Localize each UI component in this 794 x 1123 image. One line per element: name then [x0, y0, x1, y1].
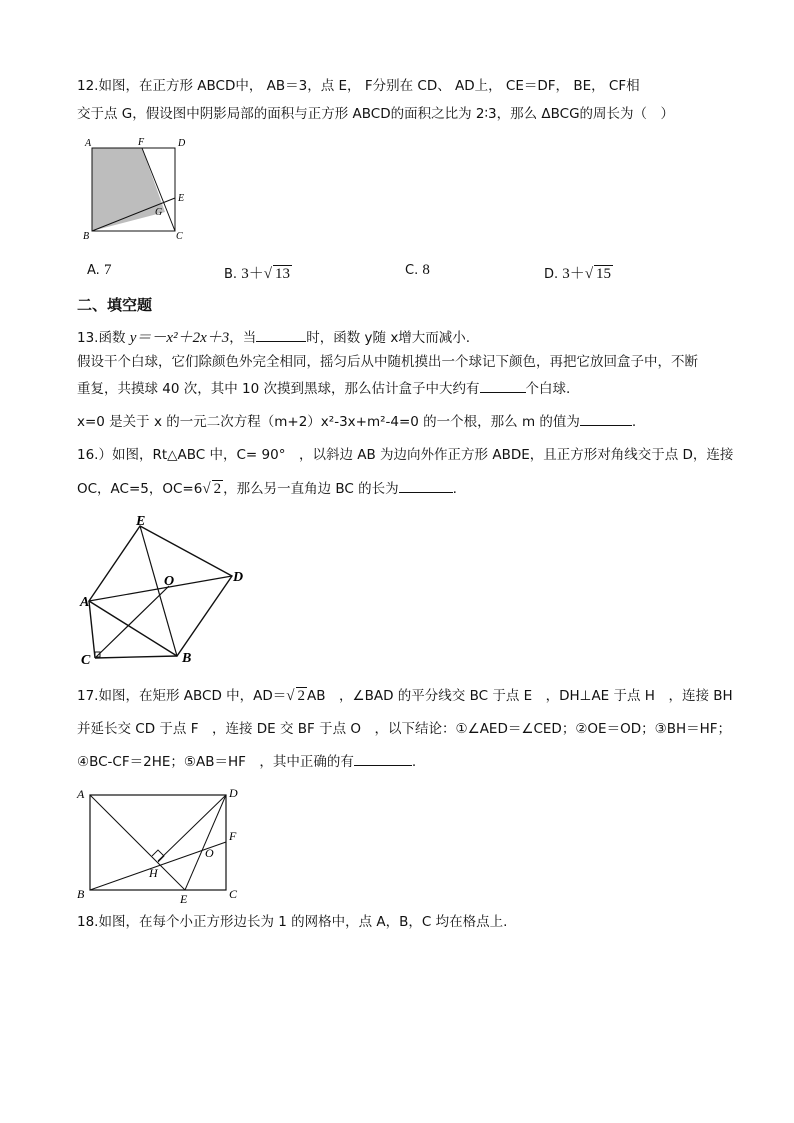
q15-line: x=0 是关于 x 的一元二次方程（m+2）x²-3x+m²-4=0 的一个根，那么 m 的值为 . [77, 411, 636, 432]
q13-line: 13.函数 y＝－x²＋2x＋3，当 时，函数 y随 x增大而减小. [77, 327, 470, 348]
label-C: C [229, 887, 238, 901]
option-c[interactable]: C. 8 [405, 262, 430, 278]
option-b[interactable]: B. 3＋√ 13 [224, 266, 290, 282]
q17-sqrt: 2 [297, 688, 305, 704]
q12-figure [78, 135, 198, 245]
label-G: G [155, 207, 163, 218]
q16-line2: OC，AC=5，OC=6√ 2 ，那么另一直角边 BC 的长为 . [77, 478, 457, 499]
q14-line1: 假设干个白球，它们除颜色外完全相同，摇匀后从中随机摸出一个球记下颜色，再把它放回盒子中，不断 [77, 354, 698, 370]
label-A: A [77, 787, 85, 801]
q13-expression: y＝－x²＋2x＋3 [129, 330, 230, 346]
label-A: A [80, 595, 90, 610]
q16-line1: 16.）如图，Rt△ABC 中，C= 90° ，以斜边 AB 为边向外作正方形 ABDE，且正方形对角线交于点 D，连接 [77, 447, 734, 463]
label-C: C [81, 653, 91, 668]
q16-blank[interactable] [399, 478, 453, 493]
q17-figure [72, 782, 252, 904]
option-a[interactable]: A. 7 [87, 262, 112, 278]
label-H: H [149, 866, 158, 880]
q17-line3: ④BC-CF＝2HE；⑤AB＝HF ，其中正确的有 . [77, 751, 416, 772]
q17-line1: 17.如图，在矩形 ABCD 中，AD＝√ 2 AB ，∠BAD 的平分线交 BC 于点 E ，DH⊥AE 于点 H ，连接 BH [77, 688, 733, 704]
section-title: 二、填空题 [77, 296, 153, 314]
q16-sqrt: 2 [213, 481, 222, 497]
label-F: F [229, 829, 237, 843]
q18-line: 18.如图，在每个小正方形边长为 1 的网格中，点 A，B，C 均在格点上. [77, 914, 508, 930]
label-O: O [205, 846, 214, 860]
label-D: D [178, 138, 186, 149]
sqrt-13: 13 [274, 266, 290, 282]
label-A: A [85, 138, 92, 149]
label-E: E [178, 193, 185, 204]
label-E: E [136, 514, 146, 529]
q12-line1: 12.如图，在正方形 ABCD中， AB＝3，点 E， F分别在 CD、 AD上， CE＝DF， BE， CF相 [77, 78, 640, 94]
label-B: B [182, 651, 192, 666]
q17-blank[interactable] [354, 751, 412, 766]
label-D: D [233, 570, 244, 585]
q14-line2: 重复，共摸球 40 次，其中 10 次摸到黑球，那么估计盒子中大约有 个白球. [77, 378, 570, 399]
label-O: O [164, 574, 175, 589]
label-E: E [180, 892, 188, 904]
q15-blank[interactable] [580, 411, 632, 426]
q13-blank[interactable] [256, 327, 306, 342]
label-D: D [229, 786, 238, 800]
label-B: B [83, 231, 90, 242]
sqrt-15: 15 [596, 266, 612, 282]
label-B: B [77, 887, 85, 901]
label-F: F [138, 137, 145, 148]
option-d[interactable]: D. 3＋√ 15 [544, 266, 612, 282]
q16-figure [76, 512, 256, 672]
shaded-region [92, 148, 165, 231]
q17-line2: 并延长交 CD 于点 F ，连接 DE 交 BF 于点 O ，以下结论：①∠AED＝∠CED；②OE＝OD；③BH＝HF； [77, 721, 732, 737]
label-C: C [176, 231, 183, 242]
q12-line2: 交于点 G，假设图中阴影局部的面积与正方形 ABCD的面积之比为 2∶3，那么 ΔBCG的周长为（ ） [77, 106, 675, 122]
q14-blank[interactable] [480, 378, 526, 393]
